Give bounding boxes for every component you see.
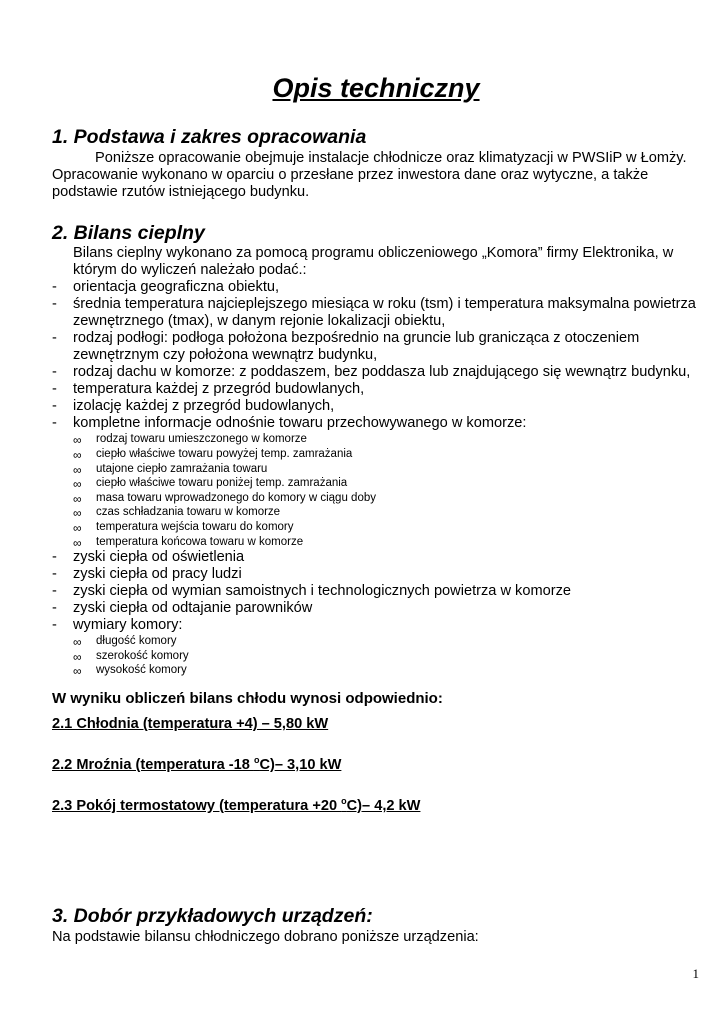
page-title: Opis techniczny (272, 73, 480, 103)
section-1-heading: 1. Podstawa i zakres opracowania (52, 126, 367, 148)
list-item: orientacja geograficzna obiektu, (73, 279, 280, 295)
bullet-icon: ∞ (73, 506, 82, 520)
bullet-icon: ∞ (73, 492, 82, 506)
dash-marker: - (52, 279, 57, 295)
sub-list-item: temperatura wejścia towaru do komory (96, 521, 294, 533)
page-number: 1 (692, 966, 699, 981)
list-item: wymiary komory: (73, 617, 183, 633)
dash-marker: - (52, 398, 57, 414)
dash-marker: - (52, 330, 57, 346)
dash-marker: - (52, 296, 57, 312)
s2-intro-1: Bilans cieplny wykonano za pomocą programu obliczeniowego „Komora” firmy Elektronika, w (73, 245, 674, 261)
result-heading: W wyniku obliczeń bilans chłodu wynosi odpowiednio: (52, 690, 443, 707)
list-item-continuation: zewnętrznego (tmax), w danym rejonie lokalizacji obiektu, (73, 313, 446, 329)
list-item: zyski ciepła od oświetlenia (73, 549, 245, 565)
dash-marker: - (52, 364, 57, 380)
sub-list-item: rodzaj towaru umieszczonego w komorze (96, 433, 307, 445)
s2-intro-2: którym do wyliczeń należało podać.: (73, 262, 307, 278)
bullet-icon: ∞ (73, 650, 82, 664)
list-item: temperatura każdej z przegród budowlanych, (73, 381, 365, 397)
section-2-heading: 2. Bilans cieplny (52, 222, 205, 244)
bullet-icon: ∞ (73, 664, 82, 678)
bullet-icon: ∞ (73, 635, 82, 649)
sub-list-item: szerokość komory (96, 650, 189, 662)
dash-marker: - (52, 566, 57, 582)
dash-marker: - (52, 617, 57, 633)
bullet-icon: ∞ (73, 521, 82, 535)
list-item: zyski ciepła od pracy ludzi (73, 566, 242, 582)
dash-marker: - (52, 415, 57, 431)
result-chlodnia: 2.1 Chłodnia (temperatura +4) – 5,80 kW (52, 716, 329, 732)
bullet-icon: ∞ (73, 448, 82, 462)
dash-marker: - (52, 549, 57, 565)
sub-list-item: czas schładzania towaru w komorze (96, 506, 281, 518)
sub-list-item: długość komory (96, 635, 177, 647)
s1-line-2: Opracowanie wykonano w oparciu o przesłane przez inwestora dane oraz wytyczne, a także (52, 167, 649, 183)
s1-line-1: Poniższe opracowanie obejmuje instalacje chłodnicze oraz klimatyzacji w PWSIiP w Łomży. (95, 150, 687, 166)
bullet-icon: ∞ (73, 477, 82, 491)
sub-list-item: masa towaru wprowadzonego do komory w ciągu doby (96, 492, 376, 504)
list-item-continuation: zewnętrznym czy położona wewnątrz budynku, (73, 347, 378, 363)
sub-list-item: temperatura końcowa towaru w komorze (96, 536, 304, 548)
sub-list-item: ciepło właściwe towaru powyżej temp. zamrażania (96, 448, 353, 460)
list-item: rodzaj dachu w komorze: z poddaszem, bez poddasza lub znajdującego się wewnątrz budynku, (73, 364, 691, 380)
list-item: zyski ciepła od wymian samoistnych i technologicznych powietrza w komorze (73, 583, 572, 599)
bullet-icon: ∞ (73, 463, 82, 477)
result-pokoj: 2.3 Pokój termostatowy (temperatura +20 $^o$C)– 4,2 kW (52, 796, 421, 814)
list-item: średnia temperatura najcieplejszego miesiąca w roku (tsm) i temperatura maksymalna powietrza (73, 296, 696, 312)
sub-list-item: ciepło właściwe towaru poniżej temp. zamrażania (96, 477, 348, 489)
s3-line: Na podstawie bilansu chłodniczego dobrano poniższe urządzenia: (52, 929, 479, 945)
list-item: rodzaj podłogi: podłoga położona bezpośrednio na gruncie lub granicząca z otoczeniem (73, 330, 640, 346)
list-item: izolację każdej z przegród budowlanych, (73, 398, 335, 414)
s1-line-3: podstawie rzutów istniejącego budynku. (52, 184, 310, 200)
dash-marker: - (52, 381, 57, 397)
dash-marker: - (52, 600, 57, 616)
bullet-icon: ∞ (73, 433, 82, 447)
list-item: kompletne informacje odnośnie towaru przechowywanego w komorze: (73, 415, 527, 431)
sub-list-item: wysokość komory (96, 664, 187, 676)
sub-list-item: utajone ciepło zamrażania towaru (96, 463, 268, 475)
result-mroznia: 2.2 Mroźnia (temperatura -18 $^o$C)– 3,10 kW (52, 755, 342, 773)
section-3-heading: 3. Dobór przykładowych urządzeń: (52, 905, 373, 927)
bullet-icon: ∞ (73, 536, 82, 550)
list-item: zyski ciepła od odtajanie parowników (73, 600, 313, 616)
dash-marker: - (52, 583, 57, 599)
